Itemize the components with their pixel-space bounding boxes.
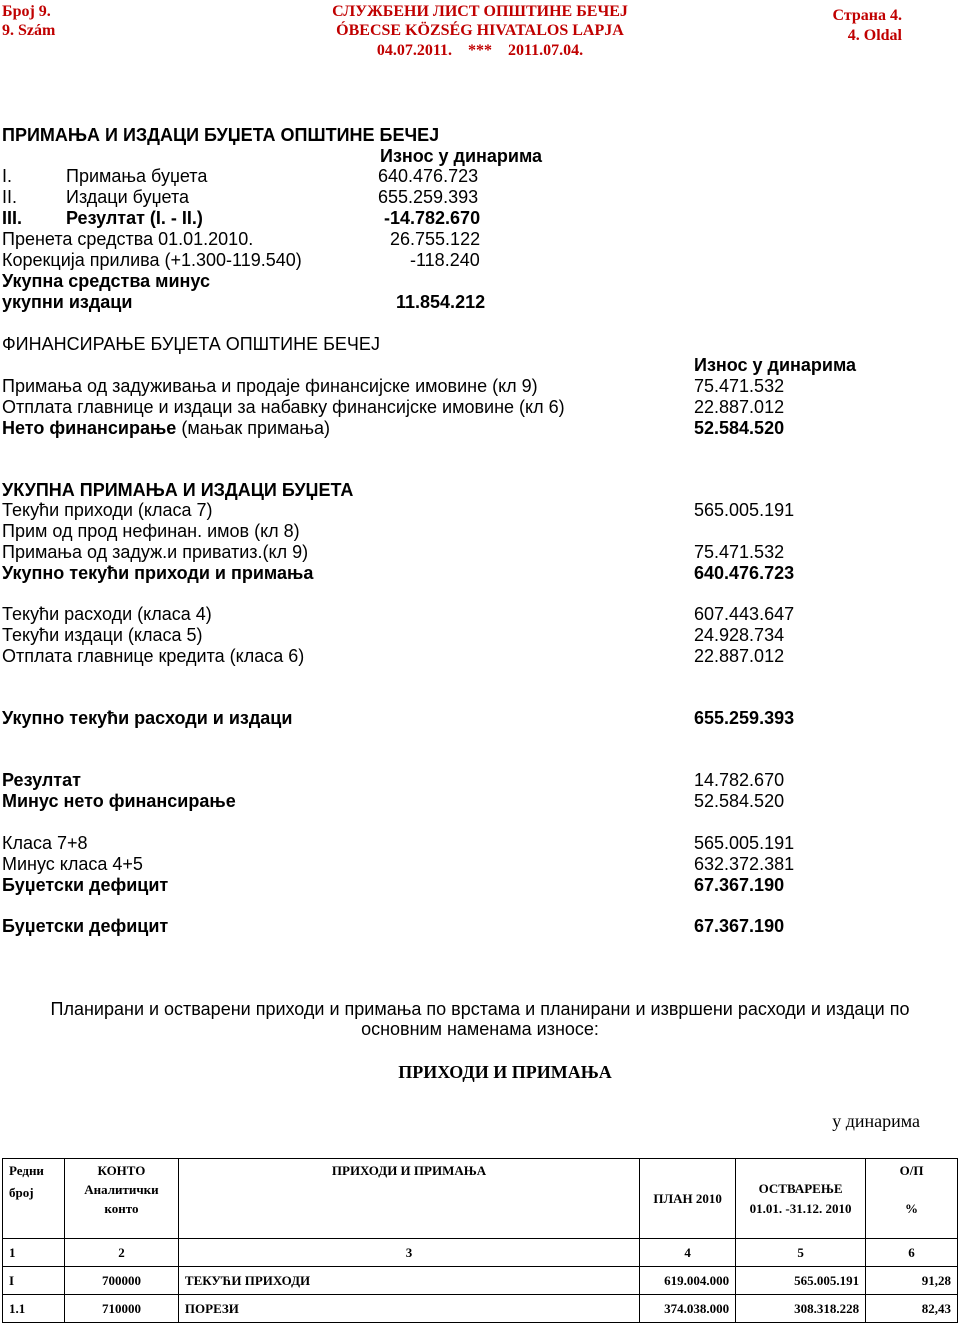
colnum-3: 3 (178, 1239, 639, 1267)
s1-row2-label: Издаци буџета (66, 187, 189, 207)
issue-number-sr: Број 9. (2, 3, 51, 20)
header-percent-line-1: О/П (899, 1163, 924, 1178)
s2-row3-label-note: (мањак примања) (176, 418, 331, 438)
section3-title: УКУПНА ПРИМАЊА И ИЗДАЦИ БУЏЕТА (2, 480, 354, 500)
s3-b3-label: Отплата главнице кредита (класа 6) (2, 646, 305, 666)
s3-e1-label: Класа 7+8 (2, 833, 88, 853)
intro-line-2: основним наменама износе: (361, 1019, 599, 1039)
s3-e3-value: 67.367.190 (694, 875, 785, 895)
colnum-5: 5 (736, 1239, 866, 1267)
row2-plan: 374.038.000 (640, 1295, 736, 1323)
table-row (3, 1267, 958, 1295)
section1-title: ПРИМАЊА И ИЗДАЦИ БУЏЕТА ОПШТИНЕ БЕЧЕЈ (2, 125, 440, 145)
table-row (3, 1295, 958, 1323)
header-number-line-1: Редни (9, 1163, 44, 1178)
s3-b2-value: 24.928.734 (694, 625, 785, 645)
section2-colhead: Износ у динарима (694, 355, 857, 375)
header-cell-percent (866, 1159, 958, 1239)
s3-a1-value: 565.005.191 (694, 500, 795, 520)
s1-row2-value: 655.259.393 (378, 187, 479, 207)
s1-row1-label: Примања буџета (66, 166, 208, 186)
s2-row1-label: Примања од задуживања и продаје финансијске имовине (кл 9) (2, 376, 538, 396)
s3-d1-label: Резултат (2, 770, 81, 790)
colnum-1: 1 (3, 1239, 65, 1267)
s3-d2-label: Минус нето финансирање (2, 791, 236, 811)
header-konto-line-3: конто (104, 1201, 139, 1216)
colnum-4: 4 (640, 1239, 736, 1267)
page-number-sr: Страна 4. (832, 7, 902, 24)
s3-e2-value: 632.372.381 (694, 854, 795, 874)
s2-row1-value: 75.471.532 (694, 376, 785, 396)
row1-realized: 565.005.191 (736, 1267, 866, 1295)
s3-d2-value: 52.584.520 (694, 791, 785, 811)
section1-colhead: Износ у динарима (380, 146, 543, 166)
journal-title-hu: ÓBECSE KÖZSÉG HIVATALOS LAPJA (336, 22, 624, 39)
header-percent-line-2: % (905, 1201, 919, 1216)
s3-e3-label: Буџетски дефицит (2, 875, 169, 895)
currency-unit: у динарима (832, 1111, 920, 1131)
s1-row6-value: 11.854.212 (396, 292, 486, 312)
colnum-2: 2 (64, 1239, 178, 1267)
s3-c1-label: Укупно текући расходи и издаци (2, 708, 293, 728)
s2-row3-label-bold: Нето финансирање (2, 418, 177, 438)
journal-title-sr: СЛУЖБЕНИ ЛИСТ ОПШТИНЕ БЕЧЕЈ (332, 3, 628, 20)
s1-row2-num: II. (2, 187, 18, 207)
issue-number-hu: 9. Szám (2, 22, 56, 39)
header-number-line-2: број (9, 1185, 34, 1200)
table-header-row (3, 1159, 958, 1239)
s1-row3-label: Резултат (I. - II.) (66, 208, 203, 228)
s3-c1-value: 655.259.393 (694, 708, 795, 728)
header-konto-line-1: КОНТО (97, 1163, 146, 1178)
header-cell-number (3, 1159, 65, 1239)
colnum-6: 6 (866, 1239, 958, 1267)
s3-a2-label: Прим од прод нефинан. имов (кл 8) (2, 521, 300, 541)
header-konto-line-2: Аналитички (84, 1182, 159, 1197)
s1-row4-label: Пренета средства 01.01.2010. (2, 229, 254, 249)
s3-f1-value: 67.367.190 (694, 916, 785, 936)
row1-name: ТЕКУЋИ ПРИХОДИ (178, 1267, 639, 1295)
row1-konto: 700000 (64, 1267, 178, 1295)
s1-row1-num: I. (2, 166, 13, 186)
intro-line-1: Планирани и остварени приходи и примања по врстама и планирани и извршени расходи и издаци по (50, 999, 910, 1019)
row2-name: ПОРЕЗИ (178, 1295, 639, 1323)
s1-row4-value: 26.755.122 (390, 229, 481, 249)
s3-b3-value: 22.887.012 (694, 646, 785, 666)
row2-realized: 308.318.228 (736, 1295, 866, 1323)
s3-a4-label: Укупно текући приходи и примања (2, 563, 314, 583)
header-cell-konto (64, 1159, 178, 1239)
s2-row3-label (2, 418, 330, 439)
s2-row2-label: Отплата главнице и издаци за набавку финансијске имовине (кл 6) (2, 397, 565, 417)
section2-title: ФИНАНСИРАЊЕ БУЏЕТА ОПШТИНЕ БЕЧЕЈ (2, 334, 380, 354)
header-realized-line-1: ОСТВАРЕЊЕ (758, 1180, 843, 1196)
header-cell-realized (736, 1159, 866, 1239)
header-cell-name: ПРИХОДИ И ПРИМАЊА (178, 1159, 639, 1239)
header-cell-plan: ПЛАН 2010 (640, 1159, 736, 1239)
revenue-table (2, 1158, 958, 1323)
table-column-number-row (3, 1239, 958, 1267)
s1-row6-label-1: Укупна средства минус (2, 271, 210, 291)
journal-date: 04.07.2011. *** 2011.07.04. (376, 42, 584, 59)
header-realized-line-2: 01.01. -31.12. 2010 (749, 1200, 852, 1216)
s3-b1-value: 607.443.647 (694, 604, 795, 624)
s1-row1-value: 640.476.723 (378, 166, 479, 186)
s3-f1-label: Буџетски дефицит (2, 916, 169, 936)
row2-percent: 82,43 (866, 1295, 958, 1323)
s1-row3-num: III. (2, 208, 23, 228)
s2-row3-value: 52.584.520 (694, 418, 785, 438)
s2-row2-value: 22.887.012 (694, 397, 785, 417)
revenue-heading: ПРИХОДИ И ПРИМАЊА (398, 1062, 612, 1082)
row1-number: I (3, 1267, 65, 1295)
s3-e1-value: 565.005.191 (694, 833, 795, 853)
row1-plan: 619.004.000 (640, 1267, 736, 1295)
s1-row6-label-2: укупни издаци (2, 292, 133, 312)
row2-number: 1.1 (3, 1295, 65, 1323)
s3-a3-label: Примања од задуж.и приватиз.(кл 9) (2, 542, 309, 562)
s1-row5-value: -118.240 (410, 250, 480, 270)
row1-percent: 91,28 (866, 1267, 958, 1295)
s3-d1-value: 14.782.670 (694, 770, 785, 790)
s1-row5-label: Корекција прилива (+1.300-119.540) (2, 250, 302, 270)
s3-e2-label: Минус класа 4+5 (2, 854, 143, 874)
s3-b2-label: Текући издаци (класа 5) (2, 625, 203, 645)
s1-row3-value: -14.782.670 (384, 208, 481, 228)
s3-a4-value: 640.476.723 (694, 563, 795, 583)
s3-a1-label: Текући приходи (класа 7) (2, 500, 213, 520)
page-number-hu: 4. Oldal (847, 27, 902, 44)
s3-b1-label: Текући расходи (класа 4) (2, 604, 212, 624)
row2-konto: 710000 (64, 1295, 178, 1323)
s3-a3-value: 75.471.532 (694, 542, 785, 562)
